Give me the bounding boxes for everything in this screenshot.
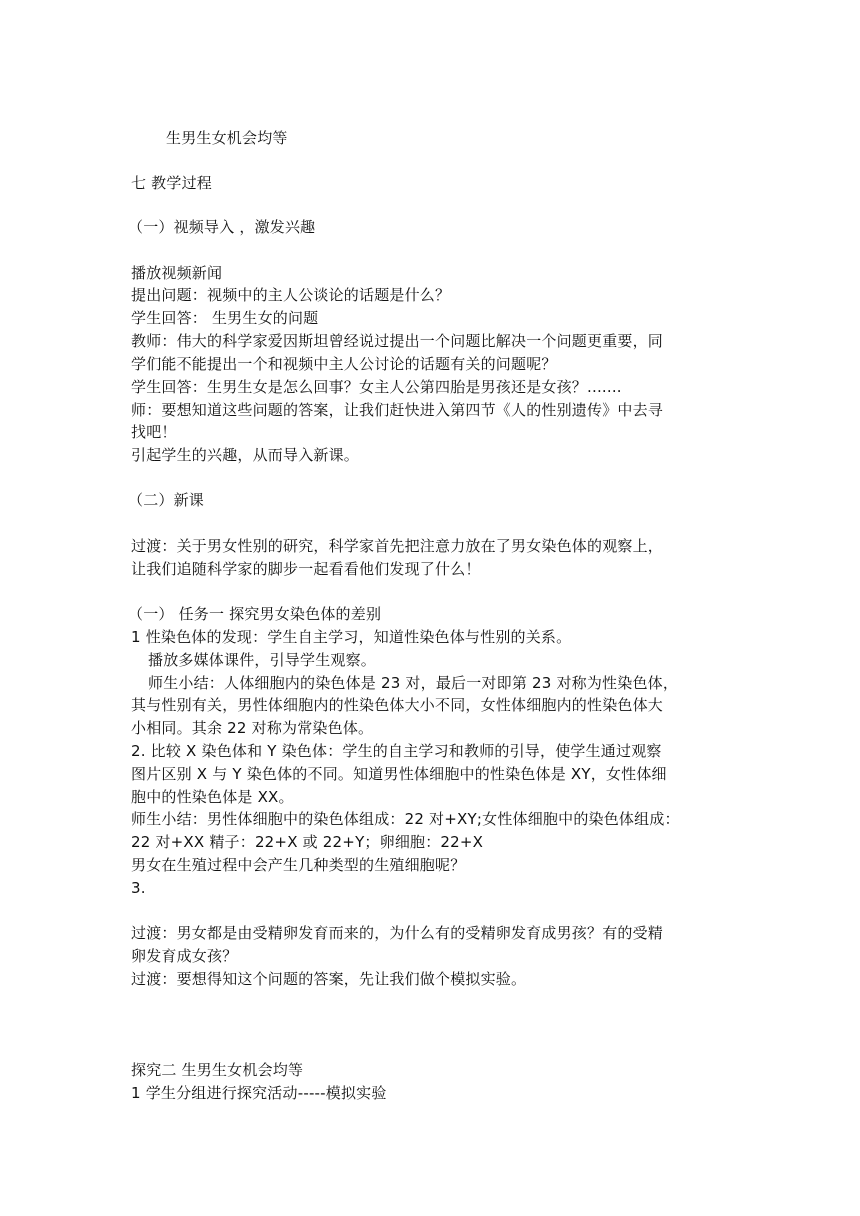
paragraph-line: 播放视频新闻 [131, 264, 223, 282]
paragraph-line: 胞中的性染色体是 XX。 [131, 788, 294, 806]
paragraph-line: 师生小结：男性体细胞中的染色体组成：22 对+XY;女性体细胞中的染色体组成： [131, 810, 680, 828]
paragraph-line: 过渡：关于男女性别的研究，科学家首先把注意力放在了男女染色体的观察上， [131, 537, 664, 555]
paragraph-line: 其与性别有关，男性体细胞内的性染色体大小不同，女性体细胞内的性染色体大 [131, 696, 664, 714]
paragraph-line: 男女在生殖过程中会产生几种类型的生殖细胞呢？ [131, 856, 466, 874]
subsection-title: （二）新课 [128, 491, 205, 509]
paragraph-line: 3. [131, 879, 146, 897]
section-heading-text: 生男生女机会均等 [166, 129, 288, 147]
paragraph-line: 让我们追随科学家的脚步一起看看他们发现了什么！ [131, 560, 481, 578]
section-title: 七 教学过程 [131, 174, 212, 192]
paragraph-line: 卵发育成女孩？ [131, 947, 238, 965]
paragraph-line: 1 学生分组进行探究活动-----模拟实验 [131, 1084, 387, 1102]
paragraph-line: 过渡：要想得知这个问题的答案，先让我们做个模拟实验。 [131, 970, 527, 988]
paragraph-line: 播放多媒体课件，引导学生观察。 [148, 651, 377, 669]
paragraph-line: 教师：伟大的科学家爱因斯坦曾经说过提出一个问题比解决一个问题更重要，同 [131, 332, 664, 350]
paragraph-line: 学生回答：生男生女是怎么回事？女主人公第四胎是男孩还是女孩？....... [131, 378, 622, 396]
paragraph-line: 引起学生的兴趣，从而导入新课。 [131, 446, 360, 464]
paragraph-line: 小相同。其余 22 对称为常染色体。 [131, 719, 374, 737]
paragraph-line: 找吧！ [131, 423, 177, 441]
paragraph-line: 1 性染色体的发现：学生自主学习，知道性染色体与性别的关系。 [131, 628, 572, 646]
exploration-title: 探究二 生男生女机会均等 [131, 1061, 304, 1079]
paragraph-line: 师：要想知道这些问题的答案，让我们赶快进入第四节《人的性别遗传》中去寻 [131, 401, 664, 419]
paragraph-line: 师生小结：人体细胞内的染色体是 23 对，最后一对即第 23 对称为性染色体， [148, 674, 679, 692]
paragraph-line: 过渡：男女都是由受精卵发育而来的，为什么有的受精卵发育成男孩？有的受精 [131, 924, 664, 942]
paragraph-line: 学生回答： 生男生女的问题 [131, 309, 319, 327]
subsection-title: （一）视频导入 ，激发兴趣 [128, 218, 316, 236]
paragraph-line: 提出问题：视频中的主人公谈论的话题是什么？ [131, 286, 451, 304]
paragraph-line: 图片区别 X 与 Y 染色体的不同。知道男性体细胞中的性染色体是 XY，女性体细 [131, 765, 667, 783]
paragraph-line: 22 对+XX 精子：22+X 或 22+Y；卵细胞：22+X [131, 833, 484, 851]
paragraph-line: 2. 比较 X 染色体和 Y 染色体：学生的自主学习和教师的引导，使学生通过观察 [131, 742, 662, 760]
paragraph-line: 学们能不能提出一个和视频中主人公讨论的话题有关的问题呢？ [131, 355, 557, 373]
task-title: （一） 任务一 探究男女染色体的差别 [128, 605, 382, 623]
